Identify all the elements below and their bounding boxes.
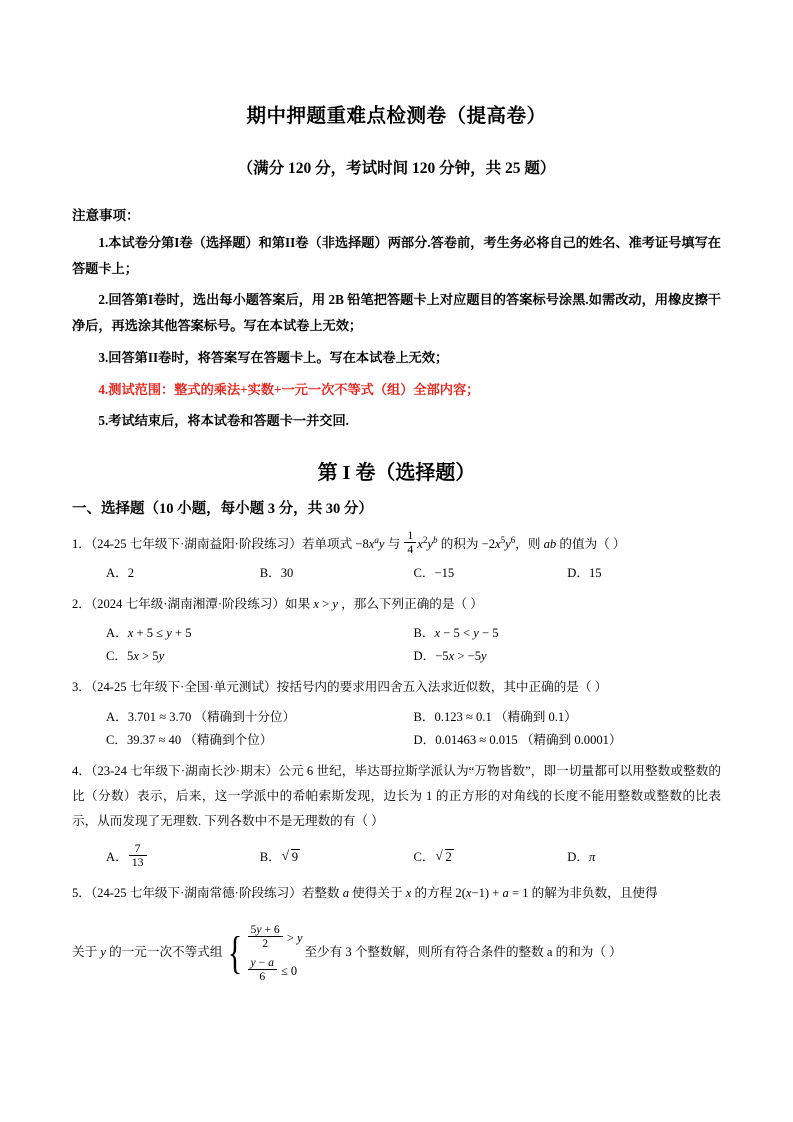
question-2-option-b[interactable]: B．x − 5 < y − 5: [413, 626, 499, 641]
question-1-option-d[interactable]: [567, 562, 721, 581]
question-4-number: 4．: [72, 763, 92, 778]
notice-text-5: 5.考试结束后，将本试卷和答题卡一并交回.: [98, 413, 349, 429]
question-2-number: 2．: [72, 597, 91, 612]
notice-text-2: 2.回答第I卷时，选出每小题答案后，用 2B 铅笔把答题卡上对应题目的答案标号涂黑.如需改动，用橡皮擦干净后，再选涂其他答案标号。写在本试卷上无效；: [72, 292, 721, 334]
notice-text-3: 3.回答第II卷时，将答案写在答题卡上。写在本试卷上无效；: [98, 349, 449, 365]
question-2-option-d[interactable]: D．−5x > −5y: [413, 649, 487, 664]
question-4-option-d[interactable]: D．π: [567, 850, 596, 865]
question-5-system-row-1: $\frac{5y + 6}{2}$ > y: [247, 920, 303, 953]
question-2-option-a[interactable]: A．x + 5 ≤ y + 5: [106, 626, 192, 641]
opt-text: 15: [588, 566, 602, 581]
question-4: [72, 759, 721, 835]
notice-item-3: [72, 345, 721, 371]
question-2-options-row1: [72, 622, 721, 641]
opt-text: −15: [434, 566, 455, 581]
question-5-body-mid: 关于 y 的一元一次不等式组: [72, 944, 223, 959]
question-3-option-c[interactable]: [106, 729, 414, 748]
notice-item-2: [72, 287, 721, 338]
question-1-option-c[interactable]: [414, 562, 568, 581]
notice-heading: 注意事项：: [72, 208, 140, 223]
opt-text: 39.37 ≈ 40 （精确到个位）: [127, 732, 273, 747]
question-4-option-c[interactable]: C． √ 2: [414, 846, 568, 865]
opt-label: C．: [106, 732, 127, 747]
question-3-options-row2: [72, 729, 721, 748]
opt-text: 2: [127, 566, 134, 581]
question-3-source: （24-25 七年级下·全国·单元测试）: [90, 680, 277, 695]
question-5-system: [224, 920, 302, 986]
question-3: [72, 675, 721, 700]
opt-text: 0.123 ≈ 0.1 （精确到 0.1）: [434, 709, 577, 724]
question-4-option-b[interactable]: B． √ 9: [260, 846, 414, 865]
opt-label: D．: [413, 732, 436, 747]
opt-text: 30: [280, 566, 294, 581]
question-1-number: 1．: [72, 537, 91, 552]
notice-item-4: [72, 377, 721, 403]
left-brace-icon: {: [228, 927, 243, 979]
question-2-body: 如果 x > y ，那么下列正确的是（ ）: [285, 597, 483, 612]
question-4-source: （23-24 七年级下·湖南长沙·期末）: [91, 763, 279, 778]
question-5-continued: [72, 920, 721, 986]
notice-item-1: [72, 230, 721, 281]
question-1-body-pre: 若单项式: [301, 537, 353, 552]
question-5-body-post: 至少有 3 个整数解，则所有符合条件的整数 a 的和为（ ）: [304, 944, 622, 959]
question-1: [72, 529, 721, 557]
notice-text-1: 1.本试卷分第I卷（选择题）和第II卷（非选择题）两部分.答卷前，考生务必将自己的姓名、准考证号填写在答题卡上；: [72, 235, 721, 276]
question-3-option-a[interactable]: [106, 706, 414, 725]
question-3-options-row1: [72, 706, 721, 725]
opt-label: B．: [259, 566, 281, 581]
question-4-options: [72, 842, 721, 870]
page-subtitle: （满分 120 分，考试时间 120 分钟，共 25 题）: [237, 160, 556, 177]
question-2: [72, 592, 721, 617]
question-5-source: （24-25 七年级下·湖南常德·阶段练习）: [90, 885, 302, 900]
opt-label: A．: [106, 709, 128, 724]
question-2-option-c[interactable]: C．5x > 5y: [106, 649, 165, 664]
opt-text: 3.701 ≈ 3.70 （精确到十分位）: [127, 709, 296, 724]
notice-label-4: 4.测试范围：: [98, 381, 175, 397]
question-3-body: 按括号内的要求用四舍五入法求近似数，其中正确的是（ ）: [276, 680, 608, 695]
question-1-option-b[interactable]: [260, 562, 414, 581]
question-4-body: 公元 6 世纪，毕达哥拉斯学派认为“万物皆数”，即一切量都可以用整数或整数的比（分数）表示，后来，这一学派中的希帕索斯发现，边长为 1 的正方形的对角线的长度不能用整数或整数的比表示，从而发现了无理数. 下列各数中不是无理数的有（ ）: [72, 763, 722, 828]
question-1-source: （24-25 七年级下·湖南益阳·阶段练习）: [90, 537, 302, 552]
section-choice-heading: 一、选择题（10 小题，每小题 3 分，共 30 分）: [72, 501, 373, 518]
question-4-option-a[interactable]: A． $\frac{7}{13}$: [106, 842, 260, 870]
opt-label: A．: [106, 566, 128, 581]
question-3-number: 3．: [72, 680, 91, 695]
opt-label: D．: [567, 566, 589, 581]
question-1-option-a[interactable]: [106, 562, 260, 581]
question-2-source: （2024 七年级·湖南湘潭·阶段练习）: [90, 597, 286, 612]
opt-text: 0.01463 ≈ 0.015 （精确到 0.0001）: [435, 732, 622, 747]
question-5-number: 5．: [72, 885, 91, 900]
notice-item-5: [72, 408, 721, 434]
question-1-options: [72, 562, 721, 581]
part-one-heading: 第 I 卷（选择题）: [317, 462, 476, 485]
question-1-expr: $-8x^ay$ 与 $\frac{1}{4}$ $x^2y^b$ 的积为 $-2x^5y^6$，则 ab: [352, 528, 557, 557]
notice-text-4: 整式的乘法+实数+一元一次不等式（组）全部内容；: [174, 381, 480, 397]
question-5: [72, 881, 721, 906]
question-1-body-post: 的值为（ ）: [559, 537, 626, 552]
question-2-options-row2: [72, 645, 721, 664]
page-title: 期中押题重难点检测卷（提高卷）: [246, 106, 547, 127]
question-3-option-d[interactable]: [414, 729, 722, 748]
question-5-body-pre: 若整数 a 使得关于 x 的方程 2(x−1) + a = 1 的解为非负数，且使得: [301, 885, 658, 900]
question-3-option-b[interactable]: [414, 706, 722, 725]
opt-label: B．: [413, 709, 435, 724]
opt-label: C．: [413, 566, 435, 581]
question-5-system-row-2: $\frac{y - a}{6}$ ≤ 0: [247, 953, 303, 986]
